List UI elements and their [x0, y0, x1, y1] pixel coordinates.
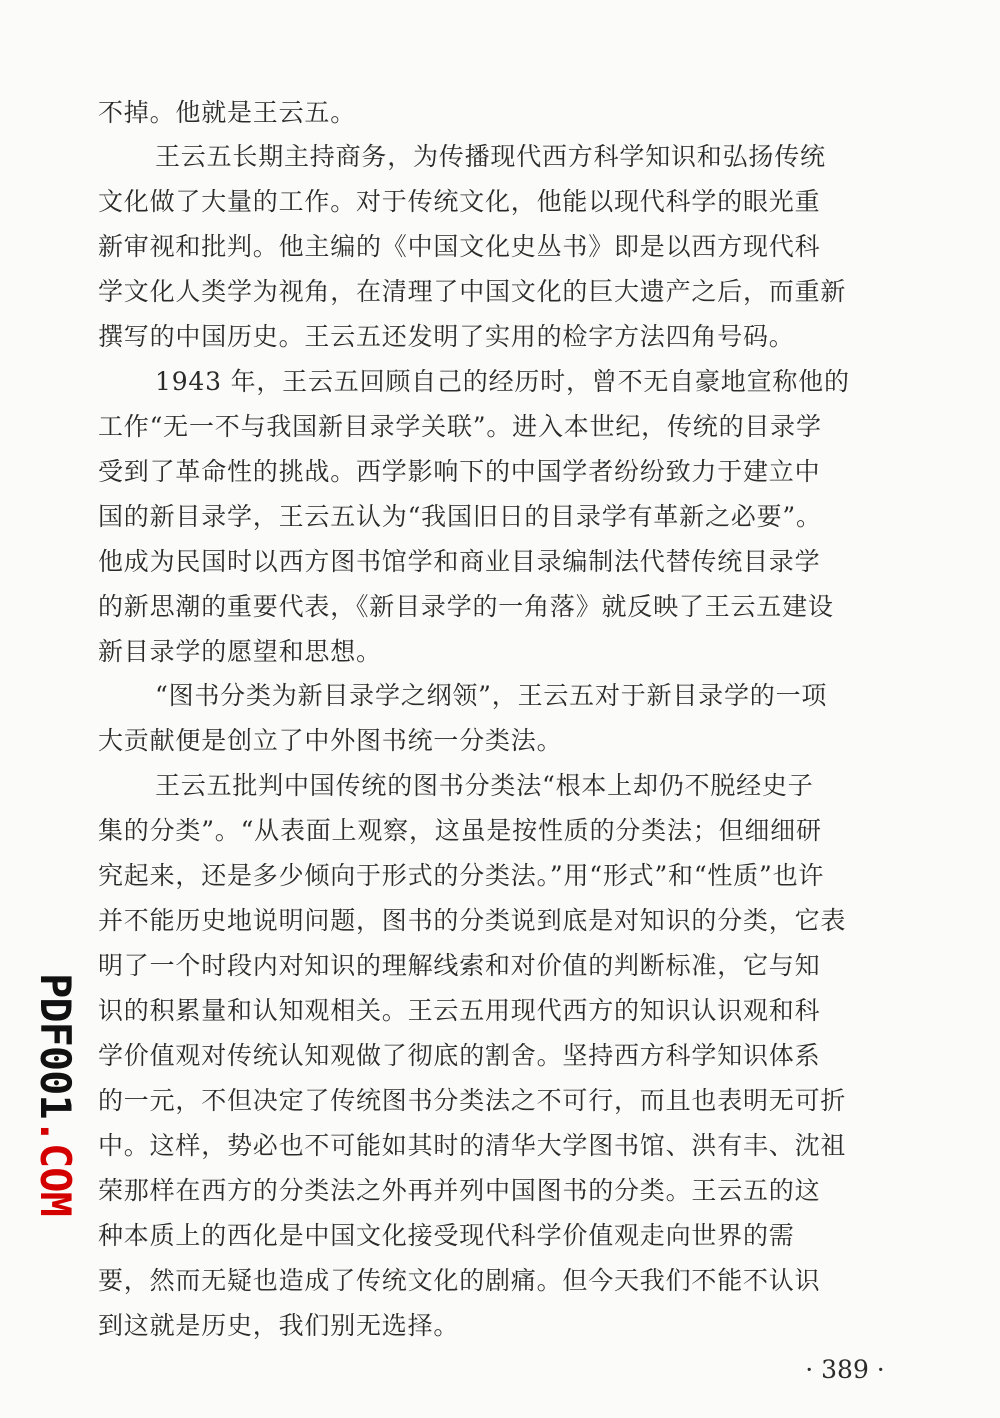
text-line: “图书分类为新目录学之纲领”，王云五对于新目录学的一项 [155, 681, 828, 710]
text-line: 新审视和批判。他主编的《中国文化史丛书》即是以西方现代科 [98, 232, 821, 261]
text-line: 种本质上的西化是中国文化接受现代科学价值观走向世界的需 [98, 1221, 795, 1250]
text-line: 工作“无一不与我国新目录学关联”。进入本世纪，传统的目录学 [98, 412, 822, 441]
text-line: 国的新目录学，王云五认为“我国旧日的目录学有革新之必要”。 [98, 502, 822, 531]
text-line: 中。这样，势必也不可能如其时的清华大学图书馆、洪有丰、沈祖 [98, 1131, 847, 1160]
text-line: 集的分类”。“从表面上观察，这虽是按性质的分类法；但细细研 [98, 816, 822, 845]
text-line: 到这就是历史，我们别无选择。 [98, 1311, 460, 1340]
text-line: 的新思潮的重要代表，《新目录学的一角落》就反映了王云五建设 [98, 592, 834, 621]
text-line: 他成为民国时以西方图书馆学和商业目录编制法代替传统目录学 [98, 547, 821, 576]
text-line: 明了一个时段内对知识的理解线索和对价值的判断标准，它与知 [98, 951, 821, 980]
watermark-suffix: .COM [31, 1118, 80, 1216]
text-line: 王云五批判中国传统的图书分类法“根本上却仍不脱经史子 [155, 771, 814, 800]
text-line: 1943 年，王云五回顾自己的经历时，曾不无自豪地宣称他的 [155, 367, 850, 396]
page-number: · 389 · [805, 1355, 885, 1384]
text-line: 撰写的中国历史。王云五还发明了实用的检字方法四角号码。 [98, 322, 795, 351]
text-line: 学文化人类学为视角，在清理了中国文化的巨大遗产之后，而重新 [98, 277, 847, 306]
text-line: 大贡献便是创立了中外图书统一分类法。 [98, 726, 563, 755]
text-line: 学价值观对传统认知观做了彻底的割舍。坚持西方科学知识体系 [98, 1041, 821, 1070]
text-line: 究起来，还是多少倾向于形式的分类法。”用“形式”和“性质”也许 [98, 861, 825, 890]
text-line: 荣那样在西方的分类法之外再并列中国图书的分类。王云五的这 [98, 1176, 821, 1205]
text-line: 不掉。他就是王云五。 [98, 98, 357, 127]
text-line: 并不能历史地说明问题，图书的分类说到底是对知识的分类，它表 [98, 906, 847, 935]
text-line: 要，然而无疑也造成了传统文化的剧痛。但今天我们不能不认识 [98, 1266, 821, 1295]
text-line: 识的积累量和认知观相关。王云五用现代西方的知识认识观和科 [98, 996, 821, 1025]
watermark-prefix: PDF001 [31, 973, 80, 1119]
text-line: 新目录学的愿望和思想。 [98, 637, 382, 666]
text-line: 受到了革命性的挑战。西学影响下的中国学者纷纷致力于建立中 [98, 457, 821, 486]
text-line: 王云五长期主持商务，为传播现代西方科学知识和弘扬传统 [155, 142, 826, 171]
watermark-logo [25, 973, 85, 1216]
text-line: 文化做了大量的工作。对于传统文化，他能以现代科学的眼光重 [98, 187, 821, 216]
text-line: 的一元，不但决定了传统图书分类法之不可行，而且也表明无可折 [98, 1086, 847, 1115]
